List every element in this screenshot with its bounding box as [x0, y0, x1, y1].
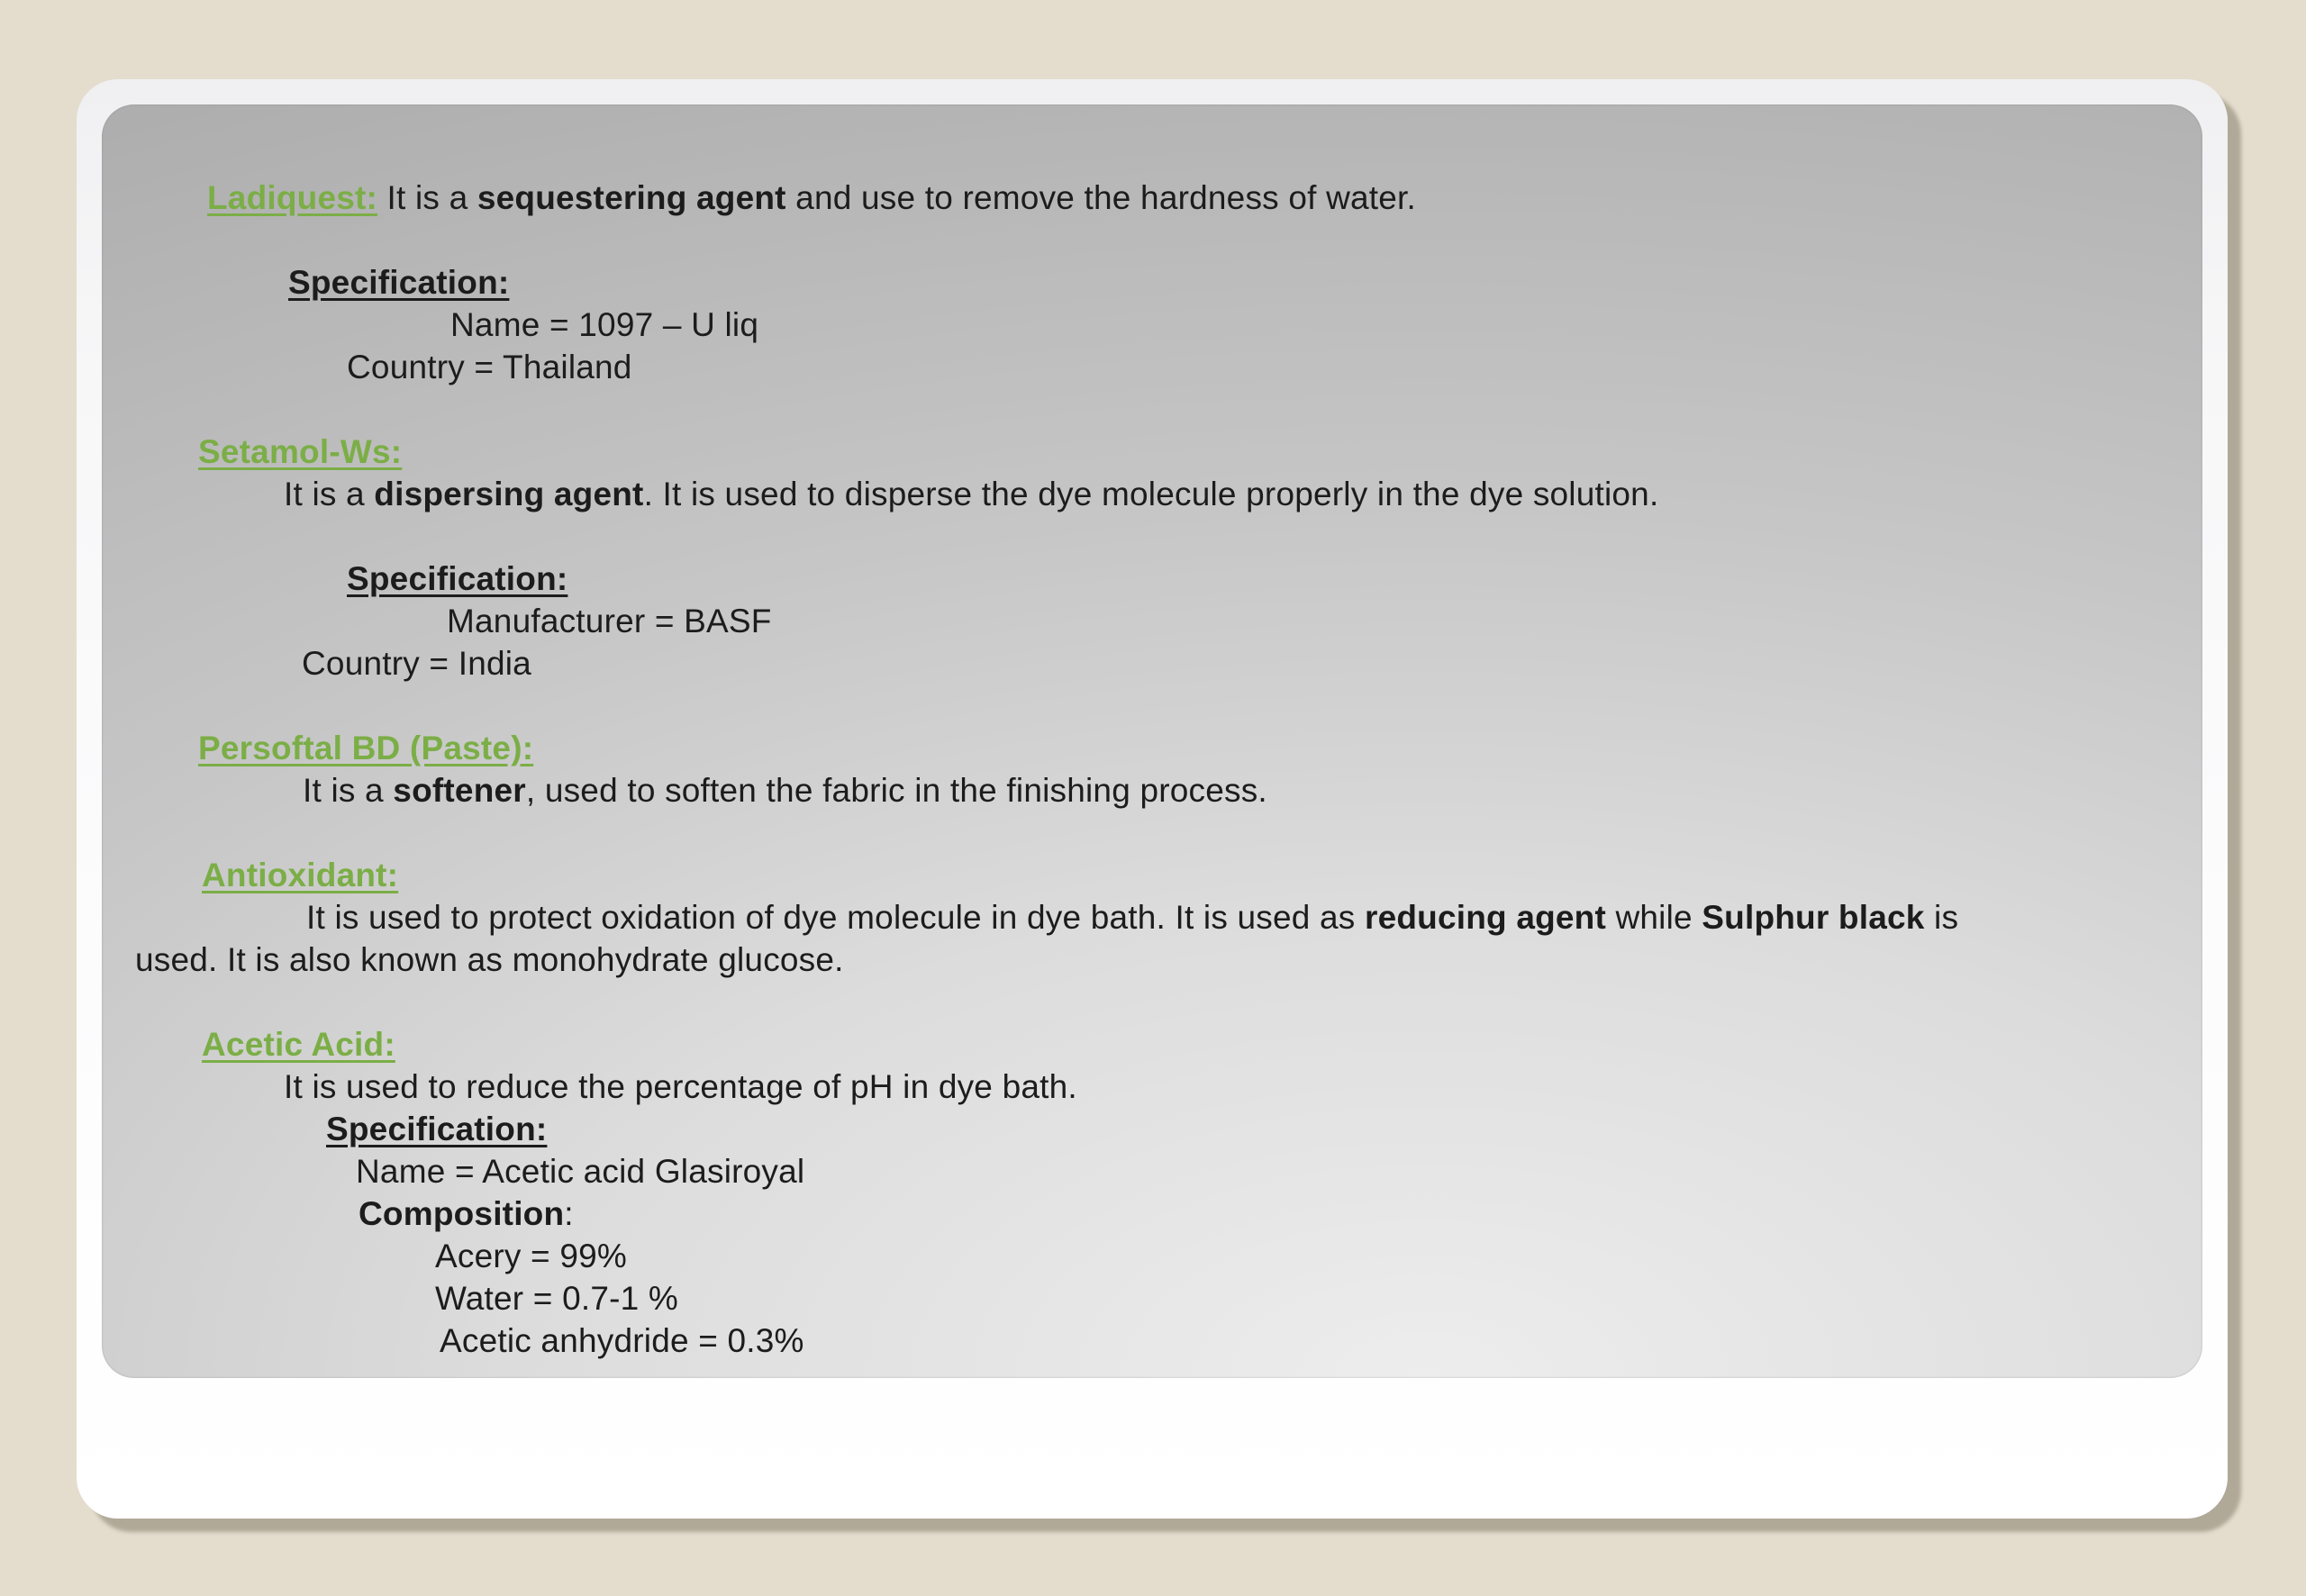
- section-heading: Persoftal BD (Paste):: [198, 730, 534, 766]
- blank-line: [135, 219, 2180, 261]
- blank-line: [135, 515, 2180, 558]
- text-line: [135, 600, 2180, 642]
- text-segment: Specification:: [347, 560, 568, 597]
- text-line: [135, 473, 2180, 515]
- text-segment: is: [1924, 899, 1959, 936]
- text-line: [135, 1108, 2180, 1150]
- text-segment: Name = Acetic acid Glasiroyal: [356, 1153, 805, 1190]
- blank-line: [135, 388, 2180, 431]
- text-segment: It is used to protect oxidation of dye molecule in dye bath. It is used as: [306, 899, 1365, 936]
- text-line: [135, 1192, 2180, 1235]
- text-line: [135, 896, 2180, 939]
- text-segment: Acetic anhydride = 0.3%: [440, 1322, 804, 1359]
- text-segment: It is a: [377, 179, 477, 216]
- text-line: [135, 261, 2180, 304]
- text-segment: Manufacturer = BASF: [447, 603, 772, 639]
- text-segment: . It is used to disperse the dye molecule properly in the dye solution.: [643, 476, 1659, 512]
- text-segment: Country = Thailand: [347, 349, 632, 385]
- text-segment: sequestering agent: [477, 179, 786, 216]
- text-line: [135, 939, 2180, 981]
- slide-content-area: [102, 104, 2202, 1378]
- text-segment: Specification:: [326, 1111, 548, 1147]
- text-segment: reducing agent: [1365, 899, 1606, 936]
- slide: [77, 79, 2228, 1519]
- text-line: [135, 177, 2180, 219]
- blank-line: [135, 685, 2180, 727]
- text-segment: used. It is also known as monohydrate glucose.: [135, 941, 844, 978]
- text-line: [135, 346, 2180, 388]
- section-heading: Setamol-Ws:: [198, 433, 403, 470]
- text-segment: Acery = 99%: [435, 1238, 627, 1274]
- text-line: [135, 1150, 2180, 1192]
- text-segment: Country = India: [302, 645, 531, 682]
- section-heading: Antioxidant:: [202, 857, 399, 893]
- text-line: [135, 727, 2180, 769]
- text-segment: Composition: [359, 1195, 565, 1232]
- blank-line: [135, 812, 2180, 854]
- text-segment: Sulphur black: [1702, 899, 1925, 936]
- slide-text: [135, 177, 2180, 1362]
- text-segment: Water = 0.7-1 %: [435, 1280, 678, 1317]
- text-line: [135, 769, 2180, 812]
- text-segment: and use to remove the hardness of water.: [785, 179, 1416, 216]
- text-segment: It is a: [303, 772, 394, 809]
- text-line: [135, 304, 2180, 346]
- text-line: [135, 1319, 2180, 1362]
- text-segment: It is a: [284, 476, 375, 512]
- text-segment: while: [1606, 899, 1702, 936]
- text-segment: , used to soften the fabric in the finishing process.: [525, 772, 1267, 809]
- text-segment: :: [564, 1195, 574, 1232]
- text-segment: It is used to reduce the percentage of pH in dye bath.: [284, 1068, 1077, 1105]
- text-line: [135, 642, 2180, 685]
- text-line: [135, 1235, 2180, 1277]
- text-segment: Specification:: [288, 264, 510, 301]
- section-heading: Acetic Acid:: [202, 1026, 395, 1063]
- text-segment: softener: [393, 772, 526, 809]
- text-line: [135, 431, 2180, 473]
- text-segment: Name = 1097 – U liq: [450, 306, 759, 343]
- text-line: [135, 1023, 2180, 1066]
- blank-line: [135, 981, 2180, 1023]
- text-line: [135, 1066, 2180, 1108]
- text-segment: dispersing agent: [374, 476, 644, 512]
- text-line: [135, 558, 2180, 600]
- section-heading: Ladiquest:: [207, 179, 378, 216]
- text-line: [135, 1277, 2180, 1319]
- text-line: [135, 854, 2180, 896]
